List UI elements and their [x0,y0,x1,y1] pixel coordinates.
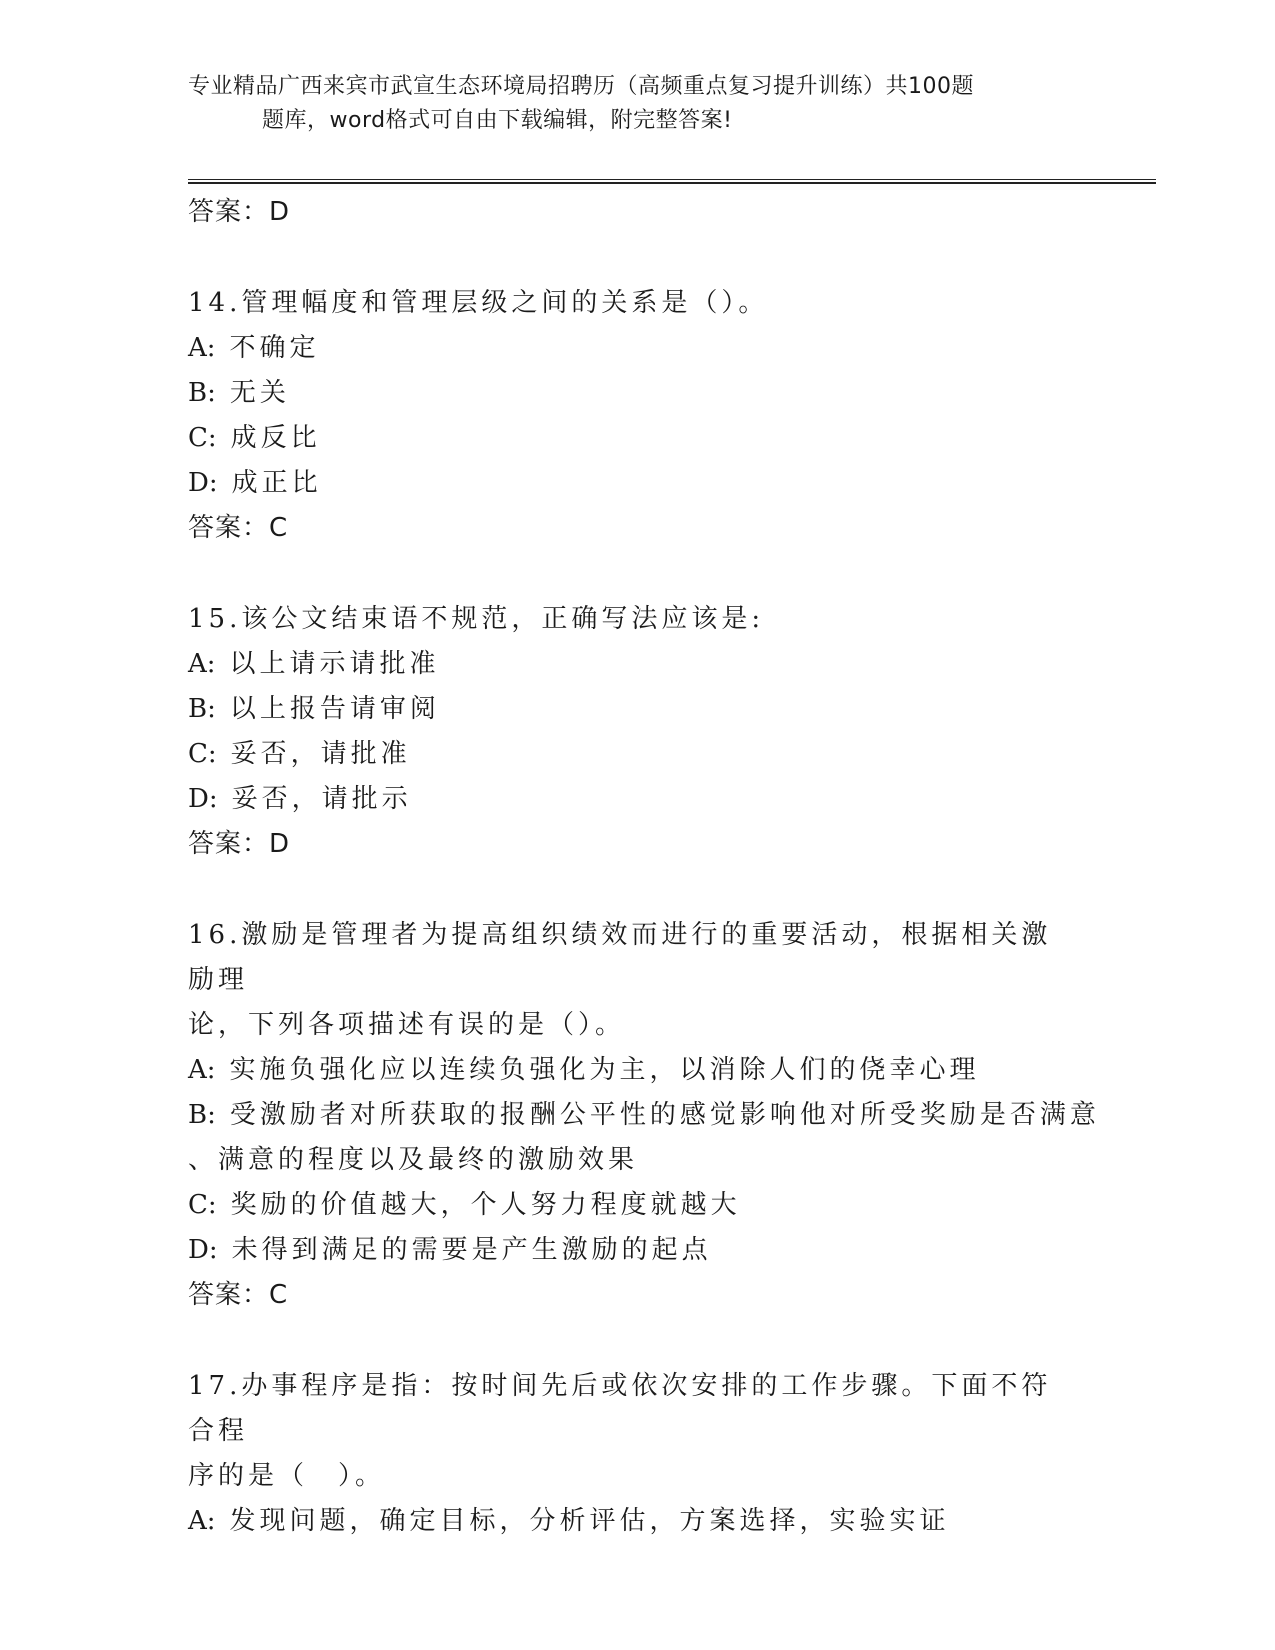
question-text: 14.管理幅度和管理层级之间的关系是（）。 [188,288,769,318]
option-b-continued: 、满意的程度以及最终的激励效果 [188,1145,639,1175]
question-number: 16. [188,920,242,950]
answer-line: 答案：C [188,1280,289,1310]
answer-line: 答案：D [188,829,291,859]
option-a: A: 发现问题，确定目标，分析评估，方案选择，实验实证 [188,1506,950,1536]
option-c: C: 妥否，请批准 [188,739,411,769]
answer-line: 答案：C [188,513,289,543]
answer-line: 答案：D [188,197,291,227]
question-text: 17.办事程序是指：按时间先后或依次安排的工作步骤。下面不符合程 [188,1371,1052,1446]
question-16 [188,913,1100,1318]
question-15 [188,597,1078,867]
question-text-continued: 论，下列各项描述有误的是（）。 [188,1010,626,1040]
option-c: C: 成反比 [188,423,321,453]
page-header [188,70,1088,138]
question-text: 15.该公文结束语不规范，正确写法应该是: [188,604,765,634]
question-number: 14. [188,288,242,318]
question-number: 15. [188,604,242,634]
option-b: B: 受激励者对所获取的报酬公平性的感觉影响他对所受奖励是否满意 [188,1100,1100,1130]
document-body [188,190,1100,1544]
header-title-line2: 题库，word格式可自由下载编辑，附完整答案! [262,108,733,133]
option-d: D: 成正比 [188,468,322,498]
question-17 [188,1364,1078,1544]
question-14 [188,281,1078,551]
question-text-continued: 序的是（ ）。 [188,1461,386,1491]
option-b: B: 以上报告请审阅 [188,694,440,724]
option-c: C: 奖励的价值越大，个人努力程度就越大 [188,1190,741,1220]
header-divider [188,179,1156,184]
header-title-line1: 专业精品广西来宾市武宣生态环境局招聘历（高频重点复习提升训练）共100题 [188,74,974,99]
option-d: D: 未得到满足的需要是产生激励的起点 [188,1235,712,1265]
option-b: B: 无关 [188,378,290,408]
question-number: 17. [188,1371,242,1401]
option-a: A: 以上请示请批准 [188,649,440,679]
option-a: A: 实施负强化应以连续负强化为主，以消除人们的侥幸心理 [188,1055,980,1085]
question-text: 16.激励是管理者为提高组织绩效而进行的重要活动，根据相关激励理 [188,920,1052,995]
option-d: D: 妥否，请批示 [188,784,412,814]
option-a: A: 不确定 [188,333,320,363]
